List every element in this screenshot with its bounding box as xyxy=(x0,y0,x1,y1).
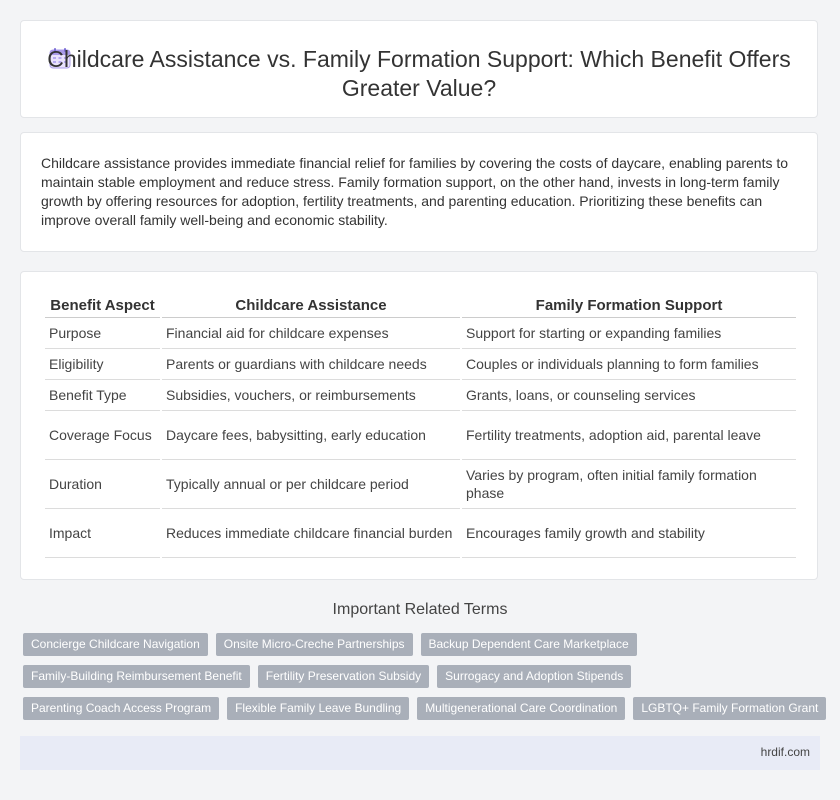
childcare-cell: Subsidies, vouchers, or reimbursements xyxy=(162,380,460,411)
related-term-tag[interactable]: Onsite Micro-Creche Partnerships xyxy=(216,633,413,656)
related-term-tag[interactable]: Fertility Preservation Subsidy xyxy=(258,665,429,688)
childcare-cell: Daycare fees, babysitting, early education xyxy=(162,411,460,460)
header-childcare-assistance: Childcare Assistance xyxy=(162,295,460,318)
related-term-tag[interactable]: Surrogacy and Adoption Stipends xyxy=(437,665,631,688)
family-formation-cell: Grants, loans, or counseling services xyxy=(462,380,796,411)
row-label: Coverage Focus xyxy=(45,411,160,460)
childcare-cell: Reduces immediate childcare financial burden xyxy=(162,509,460,558)
row-label: Duration xyxy=(45,460,160,509)
header-family-formation-support: Family Formation Support xyxy=(462,295,796,318)
row-label: Eligibility xyxy=(45,349,160,380)
table-row xyxy=(45,318,796,349)
family-formation-cell: Couples or individuals planning to form families xyxy=(462,349,796,380)
related-terms-list xyxy=(23,633,823,729)
childcare-cell: Typically annual or per childcare period xyxy=(162,460,460,509)
comparison-table-card xyxy=(20,271,818,580)
table-row xyxy=(45,349,796,380)
related-term-tag[interactable]: Backup Dependent Care Marketplace xyxy=(421,633,637,656)
childcare-cell: Parents or guardians with childcare needs xyxy=(162,349,460,380)
related-term-tag[interactable]: Concierge Childcare Navigation xyxy=(23,633,208,656)
family-formation-cell: Encourages family growth and stability xyxy=(462,509,796,558)
intro-card xyxy=(20,132,818,252)
footer-site-link[interactable]: hrdif.com xyxy=(760,745,810,759)
comparison-table xyxy=(43,295,798,558)
intro-paragraph: Childcare assistance provides immediate financial relief for families by covering the costs of daycare, enabling parents to maintain stable employment and reduce stress. Family formation support, on the other hand, invests in long-term family growth by offering resources for adoption, fertility treatments, and parenting education. Prioritizing these benefits can improve overall family well-being and economic stability. xyxy=(41,155,789,228)
table-row xyxy=(45,460,796,509)
title-card xyxy=(20,20,818,118)
family-formation-cell: Fertility treatments, adoption aid, parental leave xyxy=(462,411,796,460)
footer xyxy=(20,736,820,770)
related-term-tag[interactable]: Family-Building Reimbursement Benefit xyxy=(23,665,250,688)
family-formation-cell: Support for starting or expanding families xyxy=(462,318,796,349)
row-label: Benefit Type xyxy=(45,380,160,411)
table-row xyxy=(45,380,796,411)
page-title: Childcare Assistance vs. Family Formation Support: Which Benefit Offers Greater Value? xyxy=(47,46,791,101)
table-header-row xyxy=(45,295,796,318)
row-label: Impact xyxy=(45,509,160,558)
related-term-tag[interactable]: LGBTQ+ Family Formation Grant xyxy=(633,697,826,720)
table-row xyxy=(45,411,796,460)
header-benefit-aspect: Benefit Aspect xyxy=(45,295,160,318)
related-term-tag[interactable]: Multigenerational Care Coordination xyxy=(417,697,625,720)
family-formation-cell: Varies by program, often initial family formation phase xyxy=(462,460,796,509)
row-label: Purpose xyxy=(45,318,160,349)
related-terms-heading: Important Related Terms xyxy=(332,601,508,618)
related-term-tag[interactable]: Parenting Coach Access Program xyxy=(23,697,219,720)
table-row xyxy=(45,509,796,558)
related-term-tag[interactable]: Flexible Family Leave Bundling xyxy=(227,697,409,720)
childcare-cell: Financial aid for childcare expenses xyxy=(162,318,460,349)
